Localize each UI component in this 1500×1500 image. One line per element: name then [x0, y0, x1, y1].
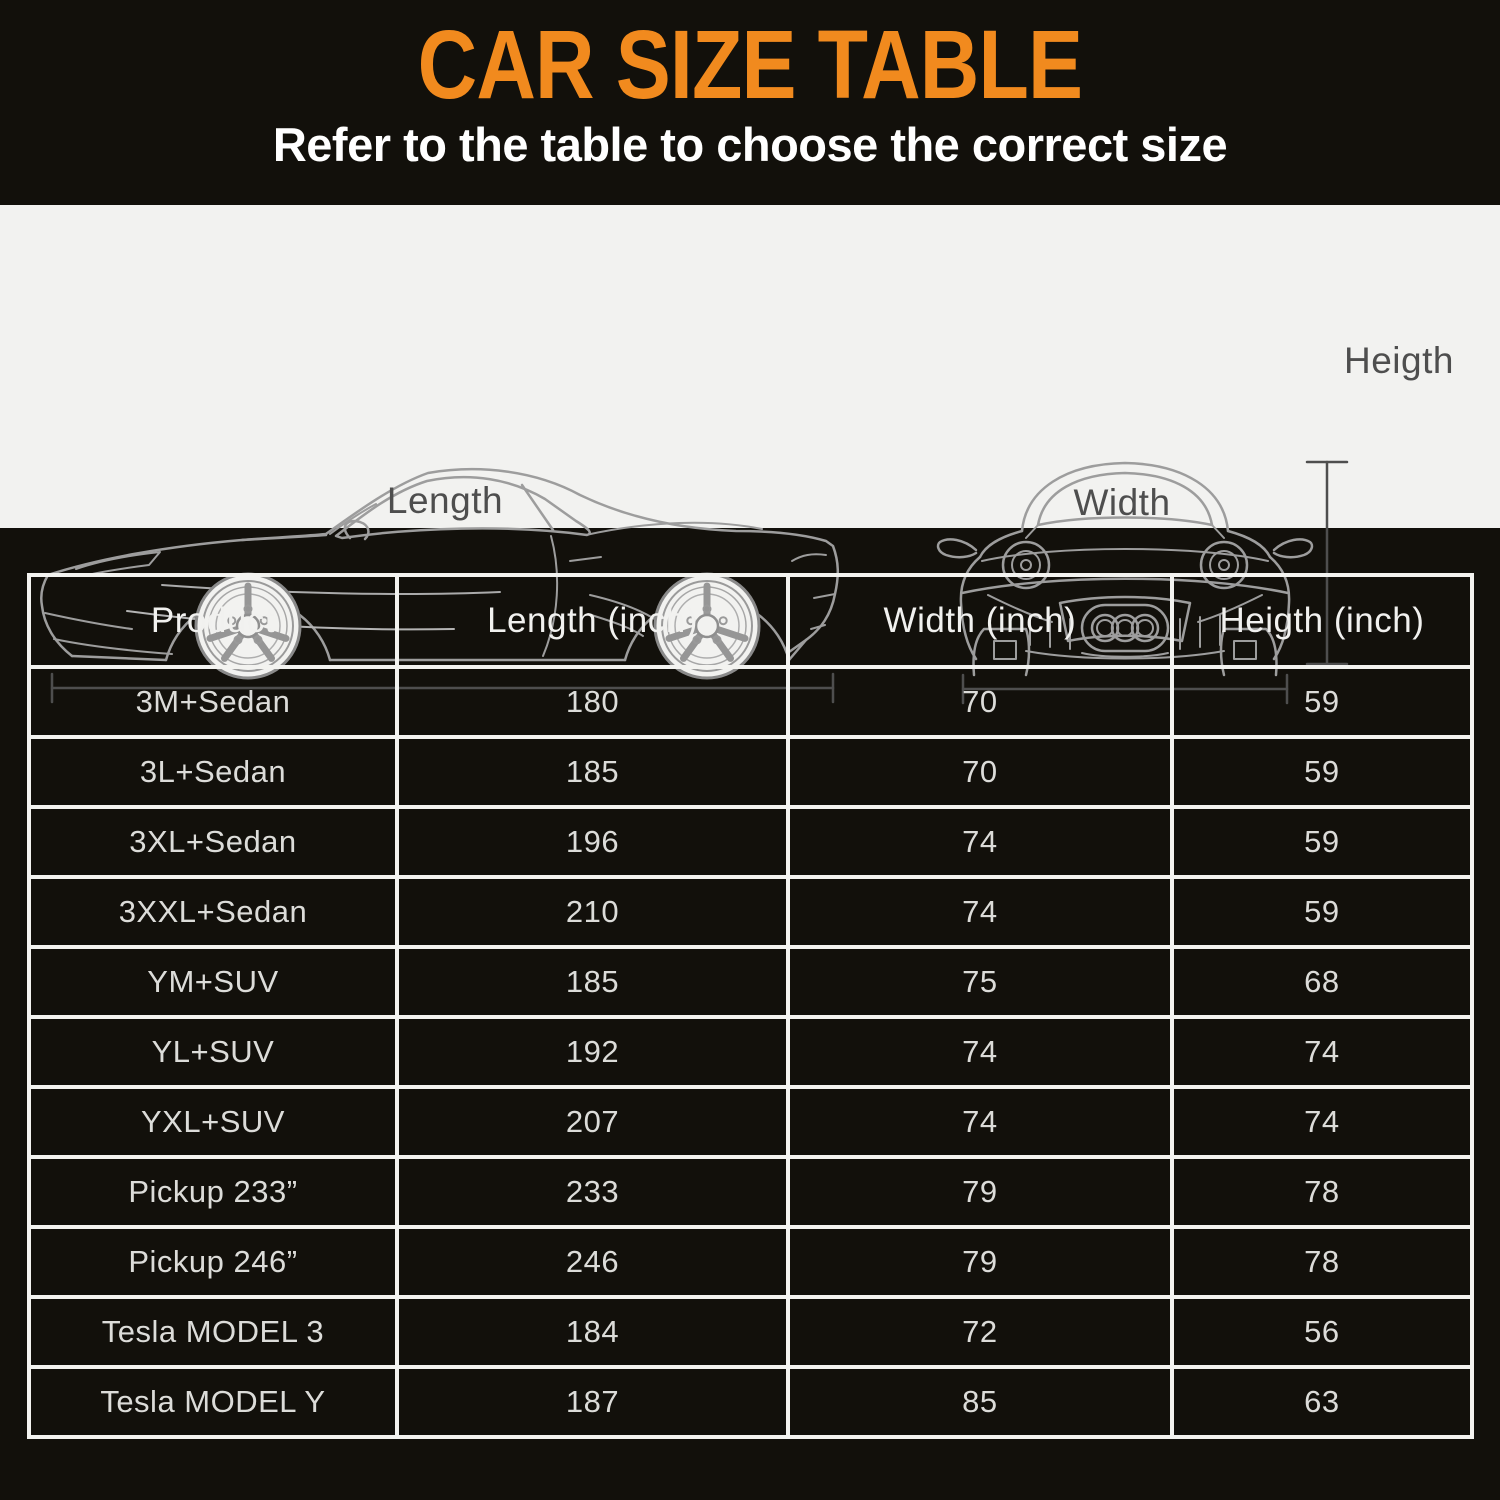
table-row	[29, 947, 1472, 1017]
value-cell: 72	[788, 1297, 1172, 1367]
value-cell: 74	[1172, 1087, 1472, 1157]
table-row	[29, 807, 1472, 877]
table-row	[29, 1367, 1472, 1437]
value-cell: 185	[397, 737, 788, 807]
table-header-row	[29, 575, 1472, 667]
col-header-height: Heigth (inch)	[1172, 575, 1472, 667]
table-row	[29, 1087, 1472, 1157]
value-cell: 74	[788, 1017, 1172, 1087]
product-cell: Tesla MODEL 3	[29, 1297, 397, 1367]
value-cell: 74	[1172, 1017, 1472, 1087]
product-cell: YL+SUV	[29, 1017, 397, 1087]
product-cell: 3XXL+Sedan	[29, 877, 397, 947]
value-cell: 233	[397, 1157, 788, 1227]
product-cell: 3M+Sedan	[29, 667, 397, 737]
table-row	[29, 877, 1472, 947]
hero-header	[0, 0, 1500, 205]
product-cell: 3L+Sedan	[29, 737, 397, 807]
table-row	[29, 1227, 1472, 1297]
col-header-length: Length (inch)	[397, 575, 788, 667]
value-cell: 192	[397, 1017, 788, 1087]
value-cell: 79	[788, 1227, 1172, 1297]
size-table-section	[27, 573, 1474, 1439]
page-subtitle: Refer to the table to choose the correct size	[272, 118, 1228, 171]
value-cell: 185	[397, 947, 788, 1017]
value-cell: 56	[1172, 1297, 1472, 1367]
product-cell: Pickup 233”	[29, 1157, 397, 1227]
table-row	[29, 1297, 1472, 1367]
value-cell: 246	[397, 1227, 788, 1297]
value-cell: 196	[397, 807, 788, 877]
value-cell: 74	[788, 807, 1172, 877]
value-cell: 74	[788, 877, 1172, 947]
value-cell: 78	[1172, 1157, 1472, 1227]
value-cell: 70	[788, 737, 1172, 807]
value-cell: 210	[397, 877, 788, 947]
size-table-body	[29, 667, 1472, 1437]
value-cell: 59	[1172, 667, 1472, 737]
value-cell: 78	[1172, 1227, 1472, 1297]
value-cell: 184	[397, 1297, 788, 1367]
table-row	[29, 667, 1472, 737]
product-cell: YM+SUV	[29, 947, 397, 1017]
value-cell: 59	[1172, 807, 1472, 877]
value-cell: 59	[1172, 877, 1472, 947]
product-cell: 3XL+Sedan	[29, 807, 397, 877]
value-cell: 79	[788, 1157, 1172, 1227]
value-cell: 63	[1172, 1367, 1472, 1437]
length-dimension-label: Length	[386, 480, 504, 521]
value-cell: 75	[788, 947, 1172, 1017]
size-table	[27, 573, 1474, 1439]
product-cell: Pickup 246”	[29, 1227, 397, 1297]
table-row	[29, 737, 1472, 807]
value-cell: 207	[397, 1087, 788, 1157]
value-cell: 180	[397, 667, 788, 737]
height-dimension-label: Heigth	[1344, 340, 1454, 381]
col-header-width: Width (inch)	[788, 575, 1172, 667]
table-row	[29, 1017, 1472, 1087]
value-cell: 85	[788, 1367, 1172, 1437]
value-cell: 74	[788, 1087, 1172, 1157]
col-header-product: Product	[29, 575, 397, 667]
value-cell: 59	[1172, 737, 1472, 807]
width-dimension-label: Width	[1073, 482, 1171, 523]
page-title: CAR SIZE TABLE	[417, 10, 1083, 119]
product-cell: Tesla MODEL Y	[29, 1367, 397, 1437]
product-cell: YXL+SUV	[29, 1087, 397, 1157]
value-cell: 68	[1172, 947, 1472, 1017]
diagram-band	[0, 205, 1500, 528]
value-cell: 187	[397, 1367, 788, 1437]
table-row	[29, 1157, 1472, 1227]
value-cell: 70	[788, 667, 1172, 737]
